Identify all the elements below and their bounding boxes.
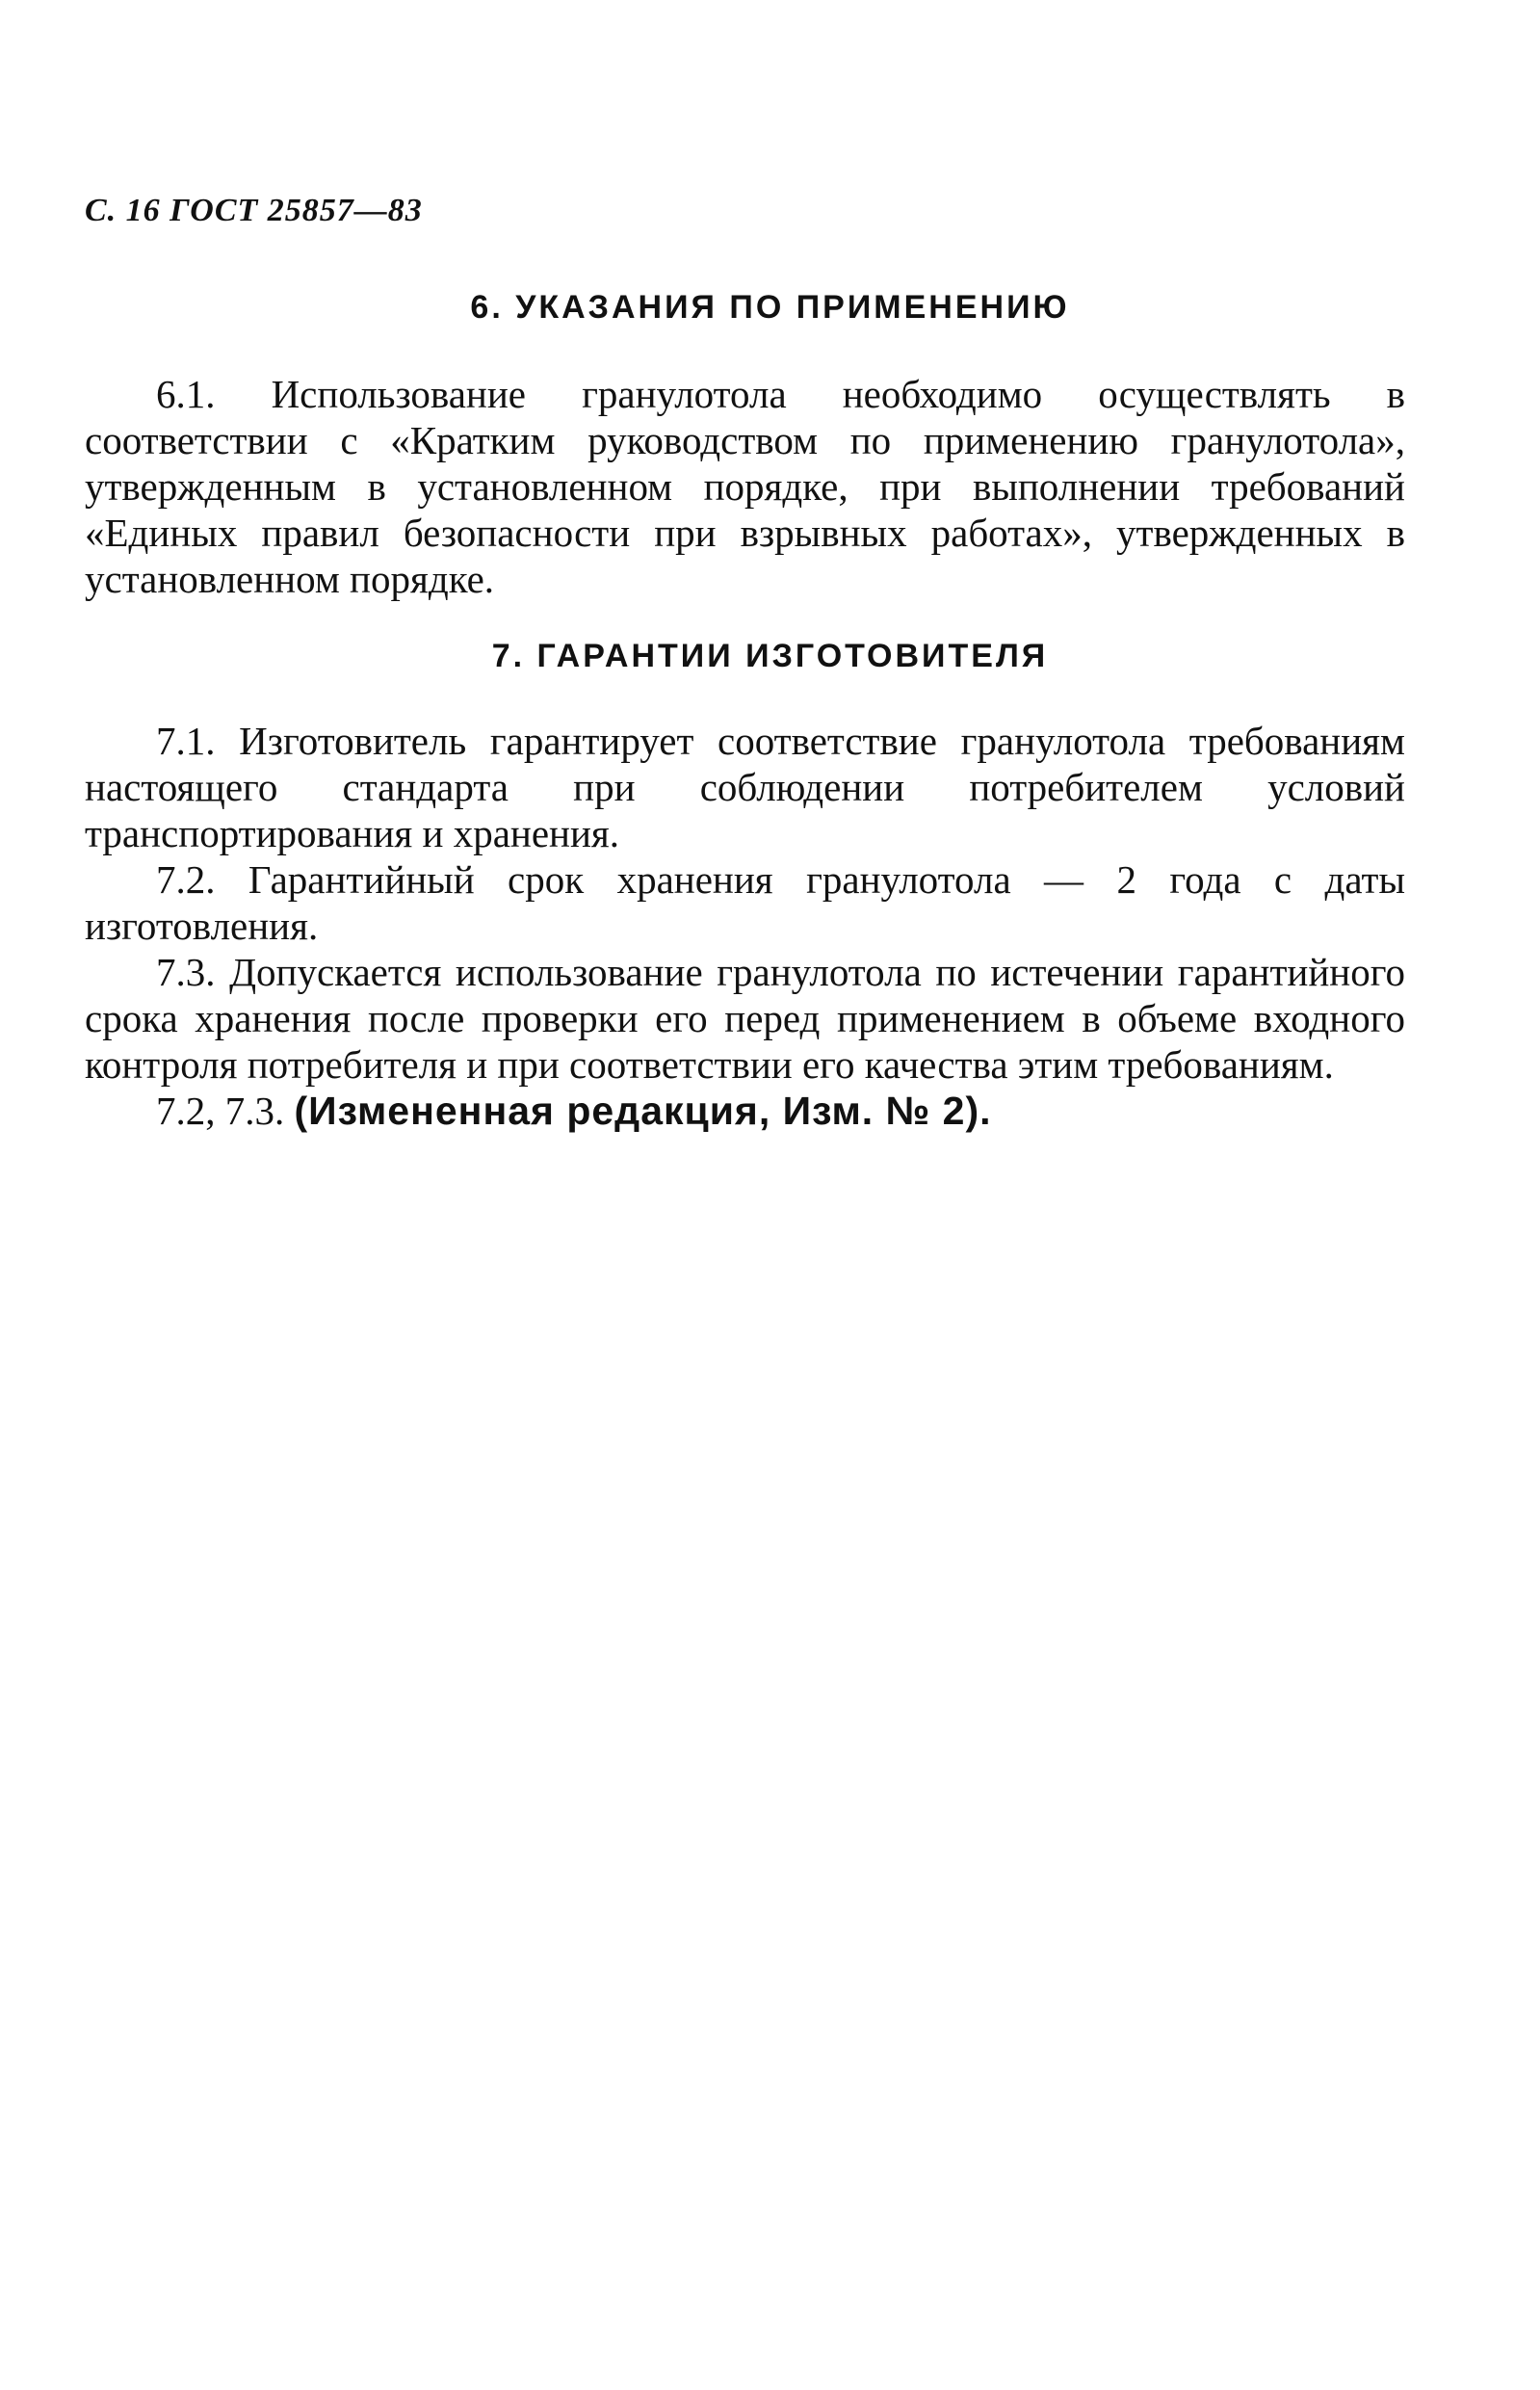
- paragraph-7-2: 7.2. Гарантийный срок хранения гранулотола — 2 года с даты изготовления.: [85, 857, 1405, 948]
- paragraph-7-1: 7.1. Изготовитель гарантирует соответствие гранулотола требованиям настоящего стандарта при соблюдении потребителем условий транспортирования и хранения.: [85, 719, 1405, 855]
- amendment-note: [85, 1088, 1405, 1134]
- paragraph-7-3: 7.3. Допускается использование гранулотола по истечении гарантийного срока хранения после проверки его перед применением в объеме входного контроля потребителя и при соответствии его качества этим требованиям.: [85, 950, 1405, 1087]
- page-header: С. 16 ГОСТ 25857—83: [85, 193, 423, 228]
- amendment-note-ref: 7.2, 7.3.: [156, 1089, 295, 1133]
- section-6-title: 6. УКАЗАНИЯ ПО ПРИМЕНЕНИЮ: [470, 289, 1070, 326]
- paragraph-6-1: 6.1. Использование гранулотола необходимо осуществлять в соответствии с «Кратким руководством по применению гранулотола», утвержденным в установленном порядке, при выполнении требований «Единых правил безопасности при взрывных работах», утвержденных в установленном порядке.: [85, 372, 1405, 601]
- amendment-note-text: (Измененная редакция, Изм. № 2).: [294, 1089, 992, 1133]
- section-7-title: 7. ГАРАНТИИ ИЗГОТОВИТЕЛЯ: [491, 638, 1049, 674]
